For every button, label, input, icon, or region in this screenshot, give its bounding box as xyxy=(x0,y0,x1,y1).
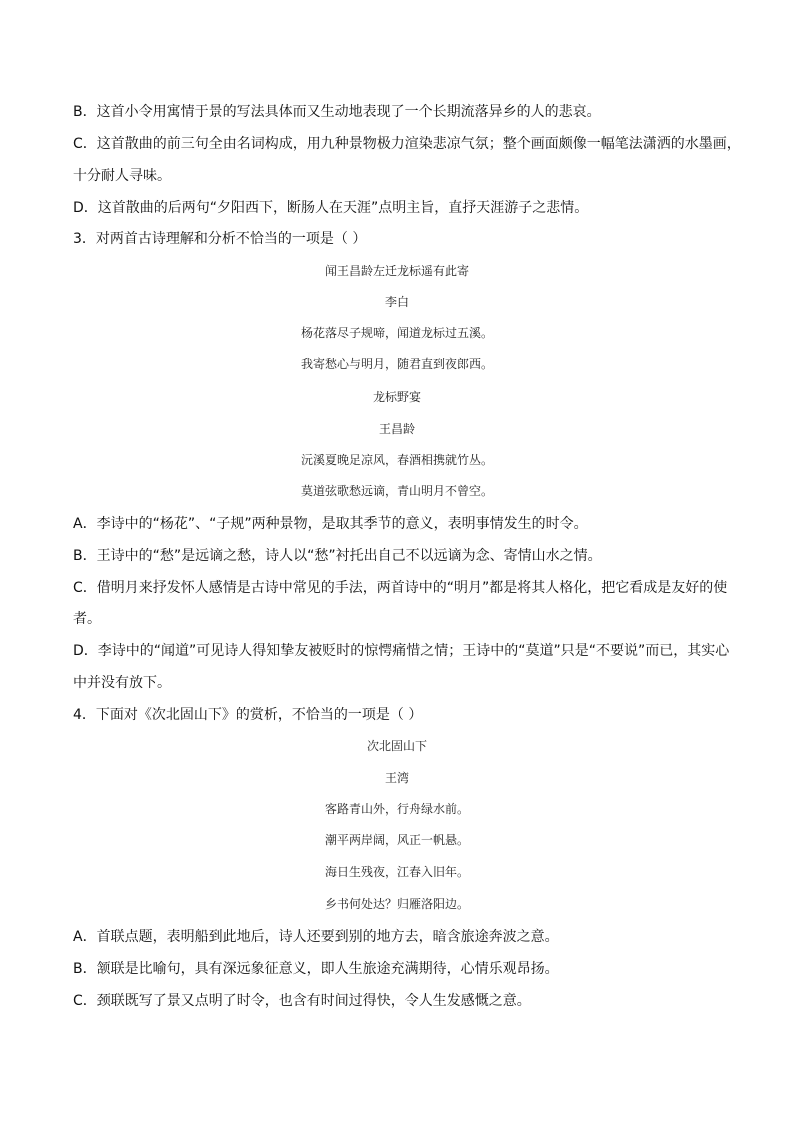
q3-poem1-author: 李白 xyxy=(384,295,409,309)
q3-option-a: A．李诗中的“杨花”、“子规”两种景物，是取其季节的意义，表明事情发生的时令。 xyxy=(73,516,588,532)
q3-poem2-author: 王昌龄 xyxy=(378,422,415,436)
q4-poem-line: 乡书何处达？归雁洛阳边。 xyxy=(324,897,469,911)
q2-option-c-cont: 十分耐人寻味。 xyxy=(73,168,171,184)
q3-option-c: C．借明月来抒发怀人感情是古诗中常见的手法，两首诗中的“明月”都是将其人格化，把它看成是友好的使 xyxy=(73,580,728,596)
q4-poem-line: 客路青山外，行舟绿水前。 xyxy=(324,802,469,816)
q4-option-a: A．首联点题，表明船到此地后，诗人还要到别的地方去，暗含旅途奔波之意。 xyxy=(73,929,559,945)
q2-option-b: B．这首小令用寓情于景的写法具体而又生动地表现了一个长期流落异乡的人的悲哀。 xyxy=(73,104,601,120)
q3-poem1-line: 杨花落尽子规啼，闻道龙标过五溪。 xyxy=(300,326,493,340)
q3-poem2-line: 沅溪夏晚足凉风，春酒相携就竹丛。 xyxy=(300,453,493,467)
q4-option-b: B．颔联是比喻句，具有深远象征意义，即人生旅途充满期待，心情乐观昂扬。 xyxy=(73,961,559,977)
q3-option-c-cont: 者。 xyxy=(73,611,101,627)
q4-poem-line: 潮平两岸阔，风正一帆悬。 xyxy=(324,833,469,847)
q4-option-c: C．颈联既写了景又点明了时令，也含有时间过得快，令人生发感慨之意。 xyxy=(73,993,531,1009)
q2-option-c: C．这首散曲的前三句全由名词构成，用九种景物极力渲染悲凉气氛；整个画面颇像一幅笔法潇洒的水墨画， xyxy=(73,136,741,152)
q4-stem: 4．下面对《次北固山下》的赏析，不恰当的一项是（ ） xyxy=(73,707,423,723)
q4-poem-line: 海日生残夜，江春入旧年。 xyxy=(324,865,469,879)
q4-poem-title: 次北固山下 xyxy=(366,739,427,753)
q3-option-d-cont: 中并没有放下。 xyxy=(73,675,171,691)
q3-option-b: B．王诗中的“愁”是远谪之愁，诗人以“愁”衬托出自己不以远谪为念、寄情山水之情。 xyxy=(73,548,602,564)
q3-stem: 3．对两首古诗理解和分析不恰当的一项是（ ） xyxy=(73,231,367,247)
q3-poem2-title: 龙标野宴 xyxy=(372,390,421,404)
q2-option-d: D．这首散曲的后两句“夕阳西下，断肠人在天涯”点明主旨，直抒天涯游子之悲情。 xyxy=(73,200,589,216)
q3-poem1-line: 我寄愁心与明月，随君直到夜郎西。 xyxy=(300,357,493,371)
q4-poem-author: 王湾 xyxy=(384,771,409,785)
q3-option-d: D．李诗中的“闻道”可见诗人得知挚友被贬时的惊愕痛惜之情；王诗中的“莫道”只是“不要说”而已，其实心 xyxy=(73,643,730,659)
q3-poem2-line: 莫道弦歌愁远谪，青山明月不曾空。 xyxy=(300,484,493,498)
q3-poem1-title: 闻王昌龄左迁龙标遥有此寄 xyxy=(324,264,469,278)
